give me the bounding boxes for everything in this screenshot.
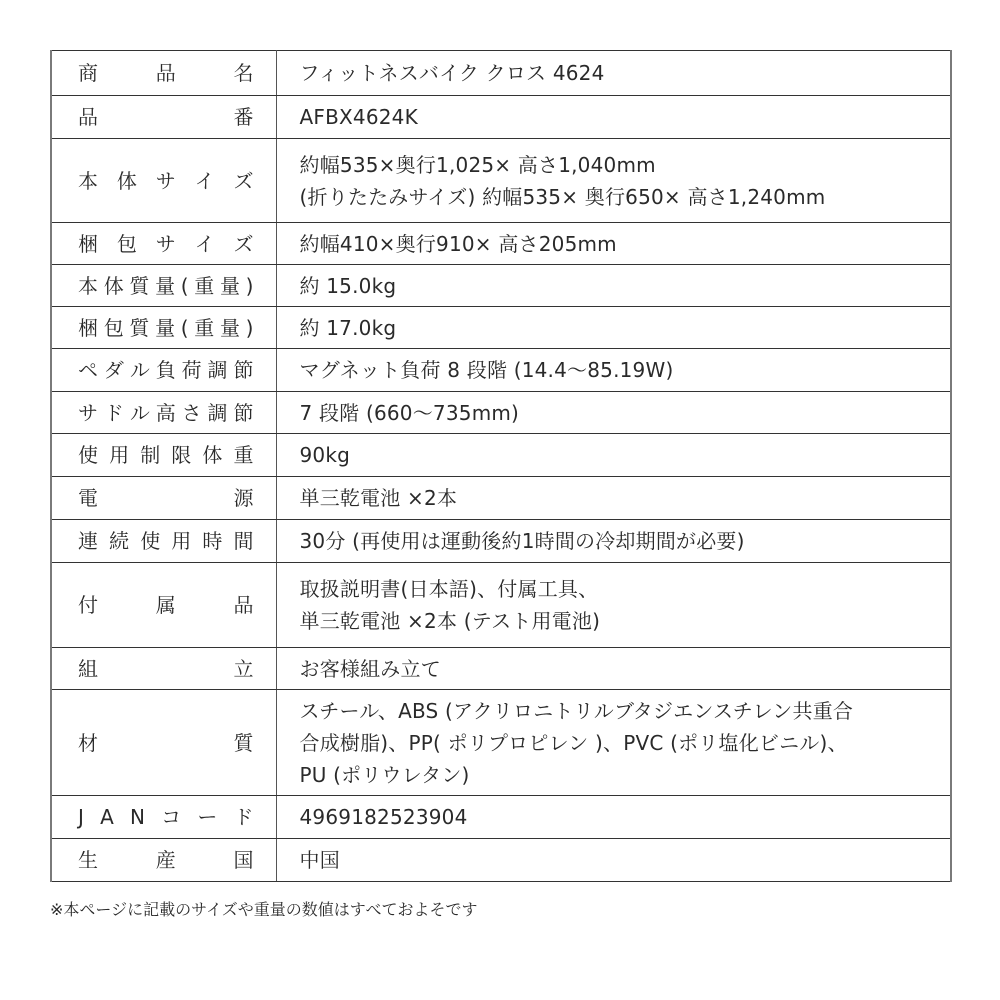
spec-label-char: 連 — [78, 529, 98, 553]
spec-label-char: 質 — [129, 315, 150, 340]
spec-label — [78, 165, 254, 197]
spec-label-char: 梱 — [78, 315, 98, 340]
spec-label-char: 節 — [233, 358, 254, 382]
spec-label — [78, 482, 254, 514]
spec-label-char: 使 — [140, 529, 161, 553]
spec-label-char: さ — [181, 400, 202, 425]
spec-label-cell — [51, 563, 276, 648]
spec-value-line: 取扱説明書(日本語)、付属工具、 — [299, 577, 599, 601]
spec-value-line: 約幅535×奥行1,025× 高さ1,040mm — [299, 152, 656, 177]
spec-label-char: 質 — [233, 730, 254, 755]
spec-row-material — [51, 690, 951, 796]
spec-label-char: 付 — [78, 593, 98, 617]
spec-value-line: 合成樹脂)、PP( ポリプロピレン )、PVC (ポリ塩化ビニル)、 — [299, 730, 848, 755]
spec-label-char: 質 — [129, 273, 150, 298]
spec-value-line: 中国 — [299, 848, 340, 872]
spec-label-cell — [51, 520, 276, 563]
spec-label-char: 体 — [103, 273, 124, 298]
spec-label-char: 荷 — [181, 358, 202, 382]
spec-value-line: 30分 (再使用は運動後約1時間の冷却期間が必要) — [299, 529, 745, 553]
spec-label-char: ド — [233, 805, 254, 829]
spec-label-char: ル — [129, 400, 150, 425]
spec-value-line: お客様組み立て — [299, 656, 441, 681]
spec-label-char: 品 — [78, 105, 98, 129]
spec-label-char: ズ — [233, 231, 254, 256]
spec-row-model-number — [51, 96, 951, 139]
spec-label-char: コ — [161, 805, 182, 829]
spec-row-country-of-origin — [51, 839, 951, 882]
spec-label — [78, 844, 254, 876]
spec-label-char: ( — [180, 273, 189, 298]
spec-label-char: イ — [194, 168, 215, 193]
spec-label-char: 体 — [202, 443, 223, 467]
spec-label-char: 量 — [219, 273, 240, 298]
spec-label-char: A — [100, 805, 114, 829]
spec-value-cell — [276, 139, 951, 223]
spec-row-package-size — [51, 223, 951, 265]
spec-label — [78, 270, 254, 302]
spec-value-cell — [276, 51, 951, 96]
spec-value-line: 単三乾電池 ×2本 — [299, 486, 458, 510]
spec-label-char: 量 — [155, 315, 176, 340]
spec-label-cell — [51, 307, 276, 349]
spec-label-char: 続 — [109, 529, 130, 553]
spec-label-char: 量 — [155, 273, 176, 298]
spec-value-cell — [276, 839, 951, 882]
spec-label-char: 源 — [233, 486, 254, 510]
spec-label-char: 国 — [233, 848, 254, 872]
spec-value-line: フィットネスバイク クロス 4624 — [299, 61, 605, 85]
spec-row-saddle-height — [51, 392, 951, 434]
spec-label-char: 産 — [155, 848, 176, 872]
spec-value-cell — [276, 223, 951, 265]
spec-value-line: 約 15.0kg — [299, 273, 397, 298]
spec-label-char: サ — [155, 231, 176, 256]
spec-label-char: 属 — [155, 593, 176, 617]
spec-label-char: ズ — [233, 168, 254, 193]
footnote-approximate-values: ※本ページに記載のサイズや重量の数値はすべておよそです — [50, 900, 478, 919]
spec-row-jan-code — [51, 796, 951, 839]
spec-label-char: 用 — [171, 529, 192, 553]
spec-label-char: サ — [78, 400, 98, 425]
spec-label-char: 梱 — [78, 231, 98, 256]
spec-label-char: 重 — [194, 315, 215, 340]
spec-label — [78, 228, 254, 260]
spec-value-cell — [276, 307, 951, 349]
spec-label-cell — [51, 796, 276, 839]
spec-label-char: 材 — [78, 730, 98, 755]
spec-label-char: 品 — [155, 61, 176, 85]
spec-row-max-user-weight — [51, 434, 951, 477]
spec-value-cell — [276, 96, 951, 139]
spec-label-cell — [51, 839, 276, 882]
spec-label — [78, 439, 254, 471]
spec-label-char: 生 — [78, 848, 98, 872]
spec-value-line: (折りたたみサイズ) 約幅535× 奥行650× 高さ1,240mm — [299, 184, 826, 209]
spec-label-char: ) — [245, 273, 254, 298]
spec-label-cell — [51, 392, 276, 434]
spec-value-line: スチール、ABS (アクリロニトリルブタジエンスチレン共重合 — [299, 698, 854, 723]
spec-value-cell — [276, 477, 951, 520]
spec-table-body — [51, 51, 951, 882]
spec-label — [78, 801, 254, 833]
product-spec-table — [50, 50, 952, 882]
spec-label-char: 包 — [103, 315, 124, 340]
spec-value-cell — [276, 349, 951, 392]
spec-label-cell — [51, 51, 276, 96]
spec-label-char: ) — [245, 315, 254, 340]
spec-label-char: 調 — [207, 400, 228, 425]
spec-value-line: 約 17.0kg — [299, 315, 397, 340]
spec-label-char: 商 — [78, 61, 98, 85]
spec-label-char: 組 — [78, 656, 98, 681]
spec-row-power — [51, 477, 951, 520]
spec-label — [78, 312, 254, 344]
spec-label-char: 本 — [78, 273, 98, 298]
spec-label-char: 限 — [171, 443, 192, 467]
spec-label-char: 番 — [233, 105, 254, 129]
spec-label-char: 節 — [233, 400, 254, 425]
spec-label — [78, 589, 254, 621]
spec-label-cell — [51, 648, 276, 690]
spec-value-cell — [276, 563, 951, 648]
spec-label-char: 時 — [202, 529, 223, 553]
spec-label — [78, 354, 254, 386]
spec-label — [78, 397, 254, 429]
spec-label-cell — [51, 139, 276, 223]
spec-label-char: ( — [180, 315, 189, 340]
spec-value-line: 7 段階 (660～735mm) — [299, 400, 520, 425]
spec-label-char: ペ — [78, 358, 98, 382]
spec-label-cell — [51, 265, 276, 307]
spec-row-body-weight — [51, 265, 951, 307]
spec-row-product-name — [51, 51, 951, 96]
spec-label-char: N — [129, 805, 145, 829]
spec-row-pedal-load — [51, 349, 951, 392]
spec-label-char: 体 — [116, 168, 137, 193]
spec-value-cell — [276, 265, 951, 307]
spec-row-body-size — [51, 139, 951, 223]
spec-value-line: 単三乾電池 ×2本 (テスト用電池) — [299, 609, 601, 633]
spec-label — [78, 57, 254, 89]
spec-value-cell — [276, 520, 951, 563]
spec-label-char: ル — [129, 358, 150, 382]
spec-label-cell — [51, 690, 276, 796]
spec-label-char: 電 — [78, 486, 98, 510]
spec-label-char: 調 — [207, 358, 228, 382]
spec-label-char: J — [78, 805, 84, 829]
spec-label-char: 負 — [155, 358, 176, 382]
spec-value-line: 約幅410×奥行910× 高さ205mm — [299, 231, 617, 256]
spec-value-cell — [276, 690, 951, 796]
spec-label-char: ー — [197, 805, 218, 829]
spec-label-cell — [51, 477, 276, 520]
spec-label-cell — [51, 223, 276, 265]
spec-label-char: サ — [155, 168, 176, 193]
spec-label-char: ド — [103, 400, 124, 425]
spec-label — [78, 525, 254, 557]
spec-label-cell — [51, 96, 276, 139]
spec-row-accessories — [51, 563, 951, 648]
spec-row-package-weight — [51, 307, 951, 349]
spec-label-char: 立 — [233, 656, 254, 681]
spec-value-line: AFBX4624K — [299, 105, 418, 129]
spec-value-cell — [276, 434, 951, 477]
spec-label-char: 名 — [233, 61, 254, 85]
spec-label-char: 使 — [78, 443, 98, 467]
spec-row-assembly — [51, 648, 951, 690]
spec-label-char: 高 — [155, 400, 176, 425]
spec-value-line: マグネット負荷 8 段階 (14.4～85.19W) — [299, 358, 674, 382]
spec-value-cell — [276, 392, 951, 434]
spec-label-char: イ — [194, 231, 215, 256]
spec-label — [78, 101, 254, 133]
spec-label-char: 重 — [233, 443, 254, 467]
spec-label-cell — [51, 434, 276, 477]
spec-label-char: 量 — [219, 315, 240, 340]
spec-value-line: 4969182523904 — [299, 805, 468, 829]
spec-value-line: PU (ポリウレタン) — [299, 762, 470, 787]
spec-label-char: 制 — [140, 443, 161, 467]
spec-label-char: 品 — [233, 593, 254, 617]
spec-value-cell — [276, 648, 951, 690]
spec-row-continuous-use — [51, 520, 951, 563]
spec-label-char: 重 — [194, 273, 215, 298]
spec-label-cell — [51, 349, 276, 392]
spec-label-char: 用 — [109, 443, 130, 467]
spec-value-cell — [276, 796, 951, 839]
spec-label — [78, 653, 254, 685]
spec-label-char: 包 — [116, 231, 137, 256]
spec-value-line: 90kg — [299, 443, 351, 467]
spec-label-char: 間 — [233, 529, 254, 553]
spec-label-char: ダ — [103, 358, 124, 382]
spec-label-char: 本 — [78, 168, 98, 193]
spec-label — [78, 727, 254, 759]
